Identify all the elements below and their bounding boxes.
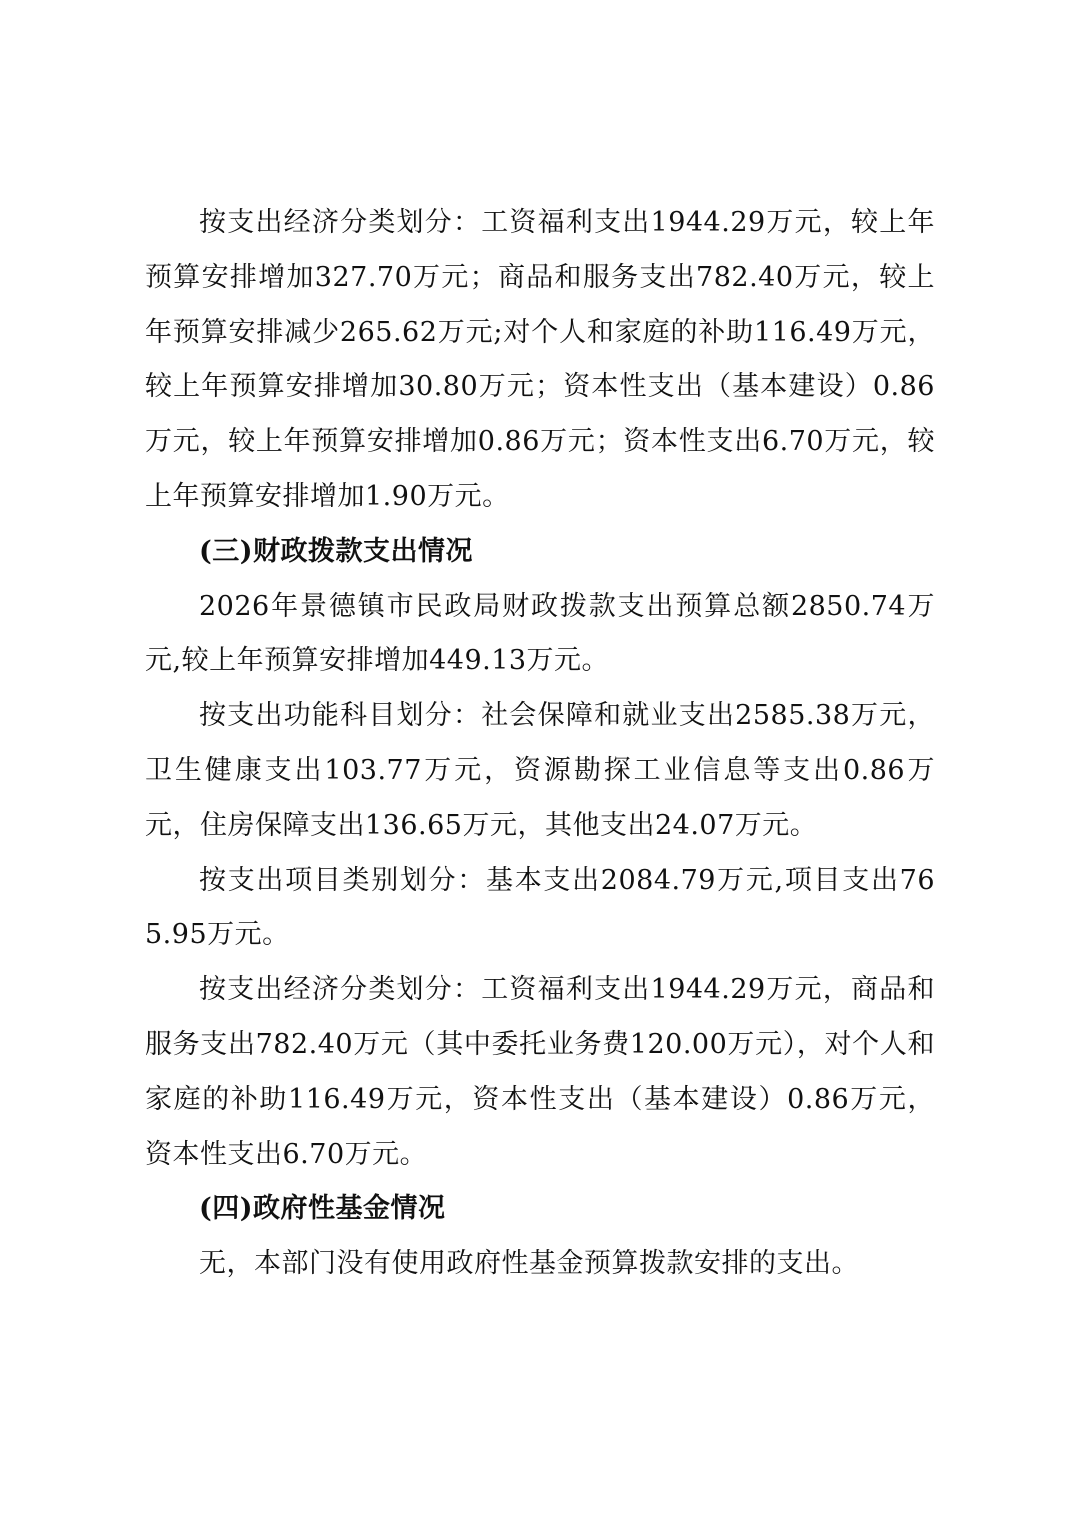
paragraph-functional-classification: 按支出功能科目划分：社会保障和就业支出2585.38万元，卫生健康支出103.77万元，资源勘探工业信息等支出0.86万元，住房保障支出136.65万元，其他支出24.07万元。 [145, 700, 935, 841]
paragraph-economic-classification-change: 按支出经济分类划分：工资福利支出1944.29万元，较上年预算安排增加327.70万元；商品和服务支出782.40万元，较上年预算安排减少265.62万元;对个人和家庭的补助116.49万元，较上年预算安排增加30.80万元；资本性支出（基本建设）0.86万元，较上年预算安排增加0.86万元；资本性支出6.70万元，较上年预算安排增加1.90万元。 [145, 207, 935, 512]
section-heading-government-fund: (四)政府性基金情况 [199, 1193, 446, 1225]
paragraph-economic-classification: 按支出经济分类划分：工资福利支出1944.29万元，商品和服务支出782.40万元（其中委托业务费120.00万元），对个人和家庭的补助116.49万元，资本性支出（基本建设）0.86万元，资本性支出6.70万元。 [145, 974, 935, 1170]
section-heading-fiscal-appropriation: (三)财政拨款支出情况 [199, 535, 474, 567]
document-body [145, 196, 935, 1292]
paragraph-government-fund-none: 无，本部门没有使用政府性基金预算拨款安排的支出。 [199, 1248, 859, 1280]
paragraph-project-category: 按支出项目类别划分：基本支出2084.79万元,项目支出765.95万元。 [145, 864, 935, 951]
paragraph-fiscal-total: 2026年景德镇市民政局财政拨款支出预算总额2850.74万元,较上年预算安排增加449.13万元。 [145, 590, 935, 677]
